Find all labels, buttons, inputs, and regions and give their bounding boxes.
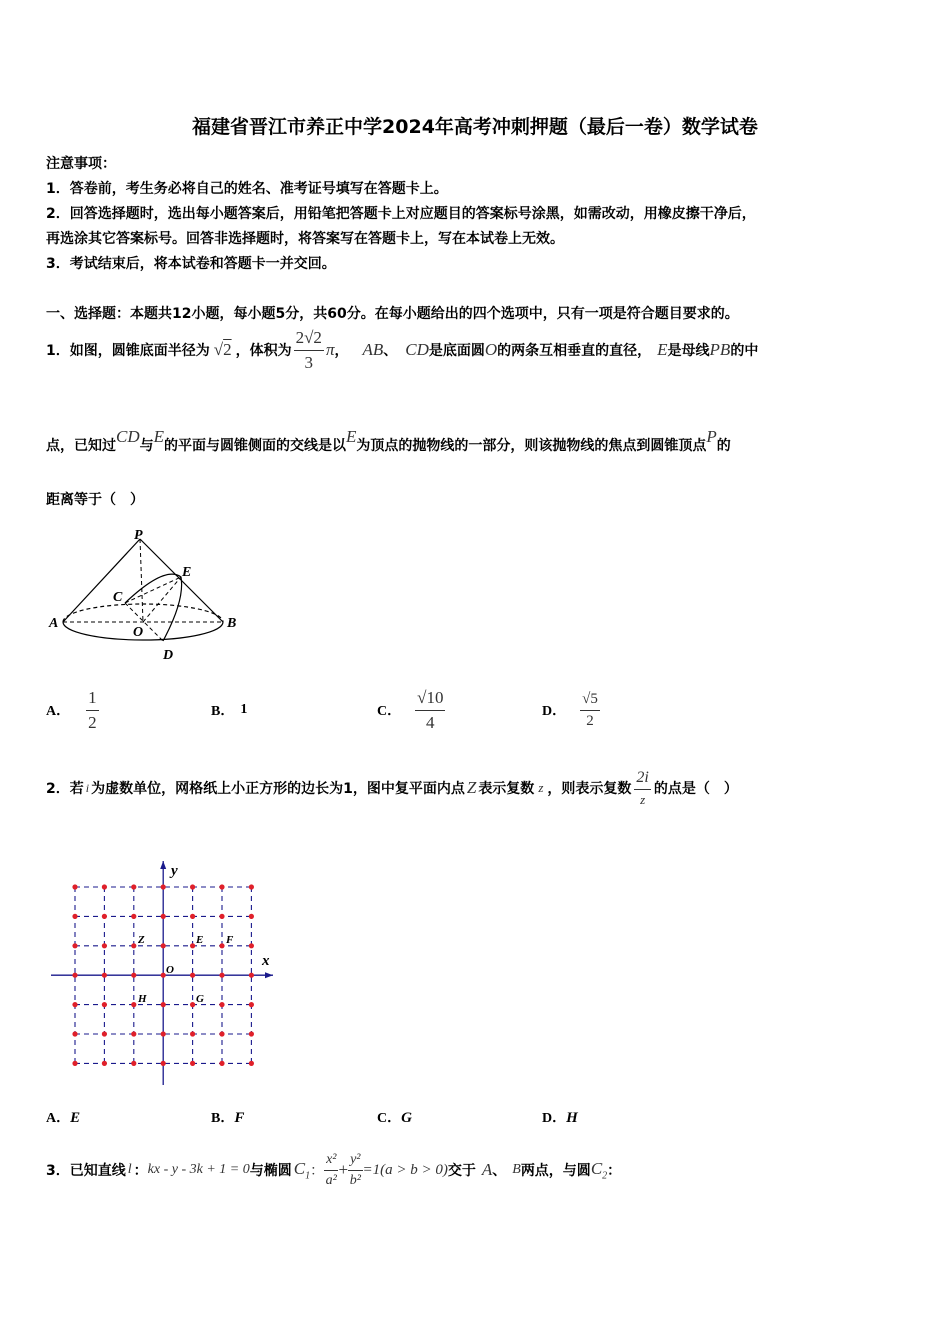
- lattice-point: [161, 1002, 166, 1007]
- lattice-point: [72, 973, 77, 978]
- point-b: B: [512, 1162, 521, 1177]
- lattice-point: [249, 973, 254, 978]
- lattice-point: [102, 943, 107, 948]
- q1-option-a[interactable]: [46, 685, 99, 735]
- q3-text-1: 3．已知直线: [46, 1163, 126, 1179]
- question-2-line-1: [46, 762, 738, 814]
- sqrt-expression: √2: [213, 340, 232, 359]
- imaginary-unit: i: [85, 780, 90, 795]
- option-a-label: A．: [46, 704, 71, 719]
- label-h-grid: H: [138, 993, 147, 1005]
- question-1-line-1: [46, 325, 758, 375]
- lattice-point: [219, 973, 224, 978]
- q1-text-7: 的中: [730, 343, 759, 359]
- point-e-2: E: [153, 427, 165, 446]
- lattice-point: [190, 973, 195, 978]
- section-heading: 一、选择题：本题共12小题，每小题5分，共60分。在每小题给出的四个选项中，只有一项是符合题目要求的。: [46, 306, 739, 322]
- q2-option-d-label: D．: [542, 1111, 567, 1126]
- q1-l2-text-e: 的: [716, 438, 731, 454]
- lattice-point: [72, 943, 77, 948]
- q2-option-a-value: E: [70, 1110, 81, 1126]
- label-g-grid: G: [196, 993, 204, 1005]
- q2-text-3: 表示复数: [478, 781, 535, 797]
- label-d: D: [163, 648, 174, 663]
- lattice-point: [219, 1061, 224, 1066]
- point-o: O: [484, 340, 498, 359]
- q2-text-1: 2．若: [46, 781, 84, 797]
- ellipse-c1: [294, 1159, 310, 1181]
- option-c-den: 4: [426, 712, 435, 732]
- segment-ab: AB: [362, 340, 384, 359]
- q2-option-c[interactable]: [377, 1107, 412, 1127]
- c2-subscript: 2: [602, 1170, 608, 1182]
- lattice-point: [219, 914, 224, 919]
- q3-text-5: ：: [607, 1163, 622, 1179]
- lattice-point: [249, 1061, 254, 1066]
- lattice-point: [131, 973, 136, 978]
- label-c: C: [113, 590, 123, 605]
- lattice-point: [249, 943, 254, 948]
- y-axis-arrow: [160, 861, 166, 869]
- ellipse-x-term: [324, 1152, 338, 1189]
- c1-letter: C: [293, 1158, 306, 1178]
- segment-pb: PB: [709, 340, 731, 359]
- line-equation: kx - y - 3k + 1 = 0: [147, 1162, 250, 1177]
- q2-text-2: 为虚数单位，网格纸上小正方形的边长为1，图中复平面内点: [91, 781, 465, 797]
- ellipse-y-term: [348, 1152, 362, 1189]
- lattice-point: [161, 1061, 166, 1066]
- lattice-point: [249, 1031, 254, 1036]
- option-d-label: D．: [542, 704, 567, 719]
- q2-option-b[interactable]: [211, 1107, 244, 1127]
- point-e-3: E: [346, 427, 357, 446]
- q1-text-6: 是母线: [667, 343, 710, 359]
- cone-figure: [45, 525, 245, 665]
- ellipse-condition: =1(a > b > 0): [362, 1161, 448, 1178]
- notice-header: 注意事项：: [46, 156, 116, 172]
- label-p: P: [134, 528, 143, 543]
- lattice-point: [190, 884, 195, 889]
- q1-text-4: 是底面圆: [428, 343, 485, 359]
- lattice-point: [102, 1031, 107, 1036]
- notice-item-3: 3．考试结束后，将本试卷和答题卡一并交回。: [46, 256, 336, 272]
- lattice-point: [72, 1002, 77, 1007]
- edge-pa: [63, 539, 140, 622]
- lattice-point: [219, 1002, 224, 1007]
- q1-l2-text-b: 与: [139, 438, 154, 454]
- label-e: E: [182, 565, 192, 580]
- volume-fraction: [294, 328, 324, 373]
- question-1-line-3: 距离等于（ ）: [46, 492, 144, 508]
- lattice-point: [161, 943, 166, 948]
- plus-sign: +: [338, 1160, 349, 1179]
- q2-text-5: 的点是（ ）: [653, 781, 738, 797]
- c2-letter: C: [590, 1158, 603, 1178]
- q1-option-b[interactable]: [211, 685, 247, 735]
- label-f-grid: F: [226, 934, 234, 946]
- q2-option-b-value: F: [234, 1110, 245, 1126]
- lattice-point: [102, 1002, 107, 1007]
- lattice-point: [219, 943, 224, 948]
- q1-text-5: 的两条互相垂直的直径，: [497, 343, 652, 359]
- point-e: E: [657, 340, 668, 359]
- label-b: B: [227, 616, 237, 631]
- point-a: A: [481, 1160, 493, 1179]
- lattice-point: [249, 1002, 254, 1007]
- q1-l2-text-a: 点，已知过: [46, 438, 116, 454]
- q1-l2-text-c: 的平面与圆锥侧面的交线是以: [164, 438, 347, 454]
- notice-item-2-cont: 再选涂其它答案标号。回答非选择题时，将答案写在答题卡上，写在本试卷上无效。: [46, 231, 564, 247]
- label-origin: O: [166, 964, 174, 976]
- lattice-point: [72, 1061, 77, 1066]
- label-e-grid: E: [196, 934, 204, 946]
- q2-option-a[interactable]: [46, 1107, 80, 1127]
- q2-option-d[interactable]: [542, 1107, 578, 1127]
- volume-numerator: 2√2: [294, 328, 324, 351]
- complex-z: z: [538, 780, 544, 795]
- lattice-point: [190, 943, 195, 948]
- lattice-point: [72, 1031, 77, 1036]
- label-a: A: [49, 616, 59, 631]
- y-squared: y²: [348, 1152, 362, 1171]
- x-axis-arrow: [265, 972, 273, 978]
- point-p: P: [706, 427, 717, 446]
- question-3-line-1: [46, 1145, 621, 1195]
- lattice-point: [131, 914, 136, 919]
- q1-text-2: ，体积为: [235, 343, 292, 359]
- q3-text-3: 交于: [447, 1163, 476, 1179]
- sqrt-radicand: 2: [223, 340, 232, 359]
- lattice-point: [190, 914, 195, 919]
- lattice-point: [131, 1031, 136, 1036]
- q1-text-3: ，: [334, 343, 349, 359]
- lattice-point: [102, 973, 107, 978]
- q3-colon-2: ：: [310, 1164, 325, 1179]
- option-a-num: 1: [86, 688, 99, 711]
- q2-option-c-value: G: [401, 1110, 412, 1126]
- lattice-point: [102, 1061, 107, 1066]
- lattice-point: [72, 884, 77, 889]
- lattice-point: [131, 943, 136, 948]
- label-o: O: [133, 625, 144, 640]
- complex-plane-figure: [45, 855, 285, 1090]
- q1-option-c[interactable]: [377, 680, 445, 740]
- x-squared: x²: [324, 1152, 338, 1171]
- q2-option-b-label: B．: [211, 1111, 235, 1126]
- segment-cd-2: CD: [116, 427, 140, 446]
- q3-separator: 、: [492, 1163, 507, 1179]
- q3-colon: ：: [133, 1163, 148, 1179]
- option-b-label: B．: [211, 704, 235, 719]
- label-y: y: [171, 863, 178, 879]
- lattice-point: [219, 1031, 224, 1036]
- q1-l2-text-d: 为顶点的抛物线的一部分，则该抛物线的焦点到圆锥顶点: [356, 438, 707, 454]
- lattice-point: [102, 884, 107, 889]
- volume-denominator: 3: [304, 352, 314, 372]
- lattice-point: [72, 914, 77, 919]
- line-l: l: [127, 1162, 132, 1177]
- q1-text-1: 1．如图，圆锥底面半径为: [46, 343, 210, 359]
- q2-option-a-label: A．: [46, 1111, 71, 1126]
- axis-po: [140, 539, 143, 622]
- q2-option-d-value: H: [566, 1110, 578, 1126]
- lattice-point: [102, 914, 107, 919]
- option-c-fraction: [415, 688, 445, 733]
- q3-text-4: 两点，与圆: [520, 1163, 591, 1179]
- a-squared: a²: [325, 1172, 337, 1188]
- segment-cd: CD: [405, 340, 429, 359]
- c1-subscript: 1: [305, 1170, 311, 1182]
- point-z: Z: [466, 778, 477, 797]
- question-1-line-2: [46, 425, 731, 465]
- lattice-point: [161, 1031, 166, 1036]
- lattice-point: [131, 884, 136, 889]
- q2-text-4: ，则表示复数: [547, 781, 632, 797]
- lattice-point: [131, 1002, 136, 1007]
- b-squared: b²: [349, 1172, 361, 1188]
- lattice-point: [190, 1031, 195, 1036]
- lattice-point: [249, 914, 254, 919]
- complex-fraction-den: z: [640, 791, 646, 807]
- notice-item-2: 2．回答选择题时，选出每小题答案后，用铅笔把答题卡上对应题目的答案标号涂黑，如需改动，用橡皮擦干净后，: [46, 206, 756, 222]
- circle-c2: [591, 1159, 607, 1181]
- complex-fraction: [634, 769, 650, 808]
- option-d-den: 2: [586, 712, 594, 729]
- lattice-point: [161, 914, 166, 919]
- label-x: x: [262, 953, 270, 969]
- q1-option-d[interactable]: [542, 685, 600, 735]
- q1-separator: 、: [383, 343, 398, 359]
- label-z: Z: [138, 934, 145, 946]
- lattice-point: [219, 884, 224, 889]
- option-d-num: √5: [580, 691, 600, 711]
- option-c-num: √10: [415, 688, 445, 711]
- notice-item-1: 1．答卷前，考生务必将自己的姓名、准考证号填写在答题卡上。: [46, 181, 448, 197]
- option-b-value: 1: [240, 702, 248, 717]
- lattice-point: [190, 1002, 195, 1007]
- complex-fraction-num: 2i: [634, 769, 650, 790]
- option-a-den: 2: [88, 712, 97, 732]
- lattice-point: [161, 884, 166, 889]
- q3-text-2: 与椭圆: [249, 1163, 292, 1179]
- q2-option-c-label: C．: [377, 1111, 402, 1126]
- page-title: 福建省晋江市养正中学2024年高考冲刺押题（最后一卷）数学试卷: [192, 116, 758, 138]
- lattice-point: [131, 1061, 136, 1066]
- option-c-label: C．: [377, 704, 402, 719]
- option-a-fraction: [86, 688, 99, 733]
- lattice-point: [249, 884, 254, 889]
- pi-symbol: π: [325, 340, 335, 359]
- lattice-point: [190, 1061, 195, 1066]
- option-d-fraction: [580, 691, 600, 730]
